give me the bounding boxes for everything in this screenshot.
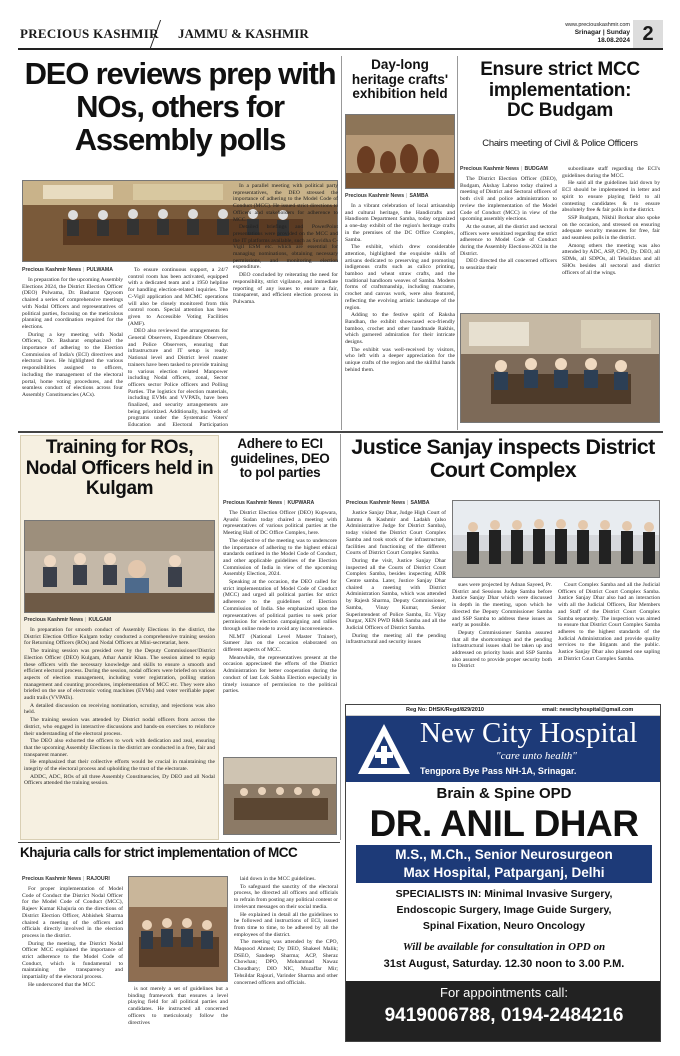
section-divider <box>18 431 663 433</box>
story6-headline: Justice Sanjay inspects District Court Complex <box>351 435 655 483</box>
story3-subhead: Chairs meeting of Civil & Police Officers <box>482 138 638 149</box>
story5-body: The District Election Officer (DEO) Kupwara, Ayushi Sudan today chaired a meeting with representatives of various political parties at the Meeting Hall of DC Office Complex, here. The objective of the meeting was to underscore the importance of adhering to the highest ethical standards outlined in the Model Code of Conduct, and other applicable guidelines of the Election Commission of India in view of the upcoming Assembly Election, 2024. Speaking at the occasion, the DEO called for strict implementation of Model Code of Conduct (MCC) and urged all political parties for strict adherence to the guidelines of Election Commission of India. She emphasized upon the representatives of political parties to seek prior permission for election campaigning and rallies through online mode to avoid any inconvenience. NLMT (National Level Master Trainer), Sameer Jan on the occasion elaborated on different aspects of MCC. Meanwhile, the representatives present at the occasion appreciated the efforts of the District Administration for better cooperation during the conduct of last Lok Sabha Election especially in timely issuance of permission to the political parties. <box>223 510 337 695</box>
story1-headline: DEO reviews prep with NOs, others for Assembly polls <box>24 56 336 157</box>
ad-spec1: SPECIALISTS IN: Minimal Invasive Surgery, <box>395 888 613 900</box>
story4-photo <box>24 520 215 613</box>
story4-headline: Training for ROs, Nodal Officers held in Kulgam <box>25 437 214 500</box>
page-number: 2 <box>633 20 663 48</box>
story2-body: In a vibrant celebration of local artisanship and cultural heritage, the Handicrafts and Handloom Department Samba, today organized a one-day exhibit of the region's heritage crafts in the premises of the DC Office Complex, Samba. The exhibit, which drew considerable attention, highlighted the exquisite skills of artisans dedicated to preserving and promoting indigenous crafts such as calico printing, bamboo and wheat straw crafts, and the traditional handloom weaves of Samba. Modern forms of craftsmanship, including macrame, crochet and canvas work, were also featured, reflecting the evolving artistic landscape of the region. Adding to the festive spirit of Raksha Bandhan, the exhibit showcased eco-friendly bamboo, crochet and other handmade Rakhis, which garnered admiration for their intricate designs. The exhibit was well-received by visitors, who left with a deeper appreciation for the unique crafts of the region and the skillful hands behind them. <box>345 203 455 373</box>
masthead-section: JAMMU & KASHMIR <box>178 26 309 41</box>
story6-byline: Precious Kashmir News | SAMBA <box>346 500 430 506</box>
ad-quals: M.S., M.Ch., Senior Neurosurgeon <box>395 847 613 862</box>
story7-byline: Precious Kashmir News | RAJOURI <box>22 876 110 882</box>
story5-byline: Precious Kashmir News | KUPWARA <box>223 500 315 506</box>
masthead-website: www.preciouskashmir.com <box>565 22 630 28</box>
court-visit-photo-icon <box>453 501 660 578</box>
hospital-logo-svg <box>356 722 412 776</box>
story4-body: In preparation for smooth conduct of Assembly Elections in the district, the District Election Office Kulgam today conducted a comprehensive training session for Returning Officers (ROs) and Nodal Officers at Mini-secretariat, here. The training session was presided over by the Deputy Commissioner/District Election Officer (DEO) Kulgam, Athar Aamir Khan. The session aimed to equip these officers with the necessary knowledge and skills to ensure a smooth and efficient electoral process. During the session, nodal officers were briefed on various aspects of election management, including voter registration, polling station management and counting procedures, implementation of MCC etc. They were also briefed on the use of electronic voting machines (EVMs) and voter verifiable paper audit trails (VVPATs). A detailed discussion on receiving nomination, scrutiny, and rejections was also held. The training session was attended by District nodal officers from across the district, who engaged in interactive discussions and hands-on exercises to reinforce their understanding of the electoral process. The DEO also exhorted the officers to work with dedication and zeal, ensuring that the upcoming Assembly Elections in the district are conducted in a free, fair and transparent manner. He emphasized that their collective efforts would be crucial in maintaining the integrity of the electoral process and upholding the trust of the electorate. ADDC, ADC, ROs of all three Assembly Constituencies, Dy DEO and all Nodal Officers attended the training session. <box>24 627 215 787</box>
ad-hospital-affiliation: Max Hospital, Patparganj, Delhi <box>403 865 605 880</box>
training-photo-icon <box>25 521 215 613</box>
column-rule <box>341 56 342 430</box>
crafts-exhibit-icon <box>346 115 455 189</box>
story1-col2: To ensure continuous support, a 24/7 control room has been activated, equipped with a dedicated team and a 1950 helpline for handling election-related inquiries. The C-Vigil application and MCMC operations will also be closely monitored from this control room. Special attention has been given to Accessible Voting Facilities (AMF). DEO also reviewed the arrangements for General Observers, Expenditure Observers, and Police Observers, ensuring that infrastructure and IT setup is ready. National level and District level master trainers have been tasked to provide training to various election related Manpower including Nodal officers, zonal, Sector officers sector Police officers and Polling Parties. The logistics for election materials, including EVMs and VVPATs, have been finalized, and security arrangements are being prioritized. Additionally, hundreds of programs under the Systematic Voters' Education and Electoral Participation <box>128 267 228 429</box>
ad-reg: Reg No: DHSK/Regd/829/2010 <box>406 707 484 713</box>
ad-spec3: Spinal Fixation, Neuro Oncology <box>422 920 586 932</box>
story6-col3: Court Complex Samba and all the Judicial Officers of District Court Complex Samba. Justice Sanjay Dhar also had an interaction with all the Judicial Officers, Bar Members and Staff of the District Court Complex Samba separately. The inspection was aimed to ensure that District Court Complex Samba adheres to the highest standards of the Judicial Administration and provide quality services to the litigants and the public. Justice Sanjay Dhar also planted one sapling at District Court Complex Samba. <box>558 582 660 662</box>
story4-byline: Precious Kashmir News | KULGAM <box>24 617 112 623</box>
ad-address: Tengpora Bye Pass NH-1A, Srinagar. <box>420 766 577 776</box>
story1-byline: Precious Kashmir News | PULWAMA <box>22 267 113 273</box>
ad-avail1: Will be available for consultation in OPD on <box>402 941 606 953</box>
story3-byline: Precious Kashmir News | BUDGAM <box>460 166 548 172</box>
ad-tagline: "care unto health" <box>496 750 577 762</box>
ad-opd: Brain & Spine OPD <box>436 785 572 802</box>
party-meeting-photo-icon <box>224 758 337 835</box>
story3-headline-line2: DC Budgam <box>506 100 614 122</box>
hospital-logo-icon <box>356 722 412 776</box>
story6-col1: Justice Sanjay Dhar, Judge High Court of Jammu & Kashmir and Ladakh (also Administrative Judge for District Samba), today visited the District Court Complex Samba and took stock of the infrastructure, facilities and functioning of the different Courts of District Court Complex Samba. During the visit, Justice Sanjay Dhar inspected all the Courts of District Court Complex Samba, besides inspecting ADR Centre samba. Later, Justice Sanjay Dhar chaired a meeting with District Administration Samba, which was attended by Rajesh Sharma, Deputy Commissioner, Samba, Vinay Kumar, Senior Superintendent of Police Samba, Er. Vijay Durgar, XEN PWD R&B Samba and all the Judicial Officers of District Samba. During the meeting all the pending infrastructural and security issues <box>346 510 446 646</box>
story3-headline-line1: Ensure strict MCC implementation: <box>480 59 640 101</box>
hospital-ad <box>345 704 661 1042</box>
ad-hospital-name: New City Hospital <box>420 717 638 749</box>
story7-headline: Khajuria calls for strict implementation of MCC <box>20 845 298 860</box>
ad-header-bar <box>346 705 661 716</box>
story3-photo <box>460 313 660 423</box>
ad-doctor-name: DR. ANIL DHAR <box>369 803 639 844</box>
story5-photo <box>223 757 337 835</box>
ad-spec2: Endoscopic Surgery, Image Guide Surgery, <box>396 904 612 916</box>
masthead-date: 18.08.2024 <box>597 37 630 44</box>
story2-photo <box>345 114 455 189</box>
story3-headline <box>460 60 660 122</box>
story7-photo <box>128 876 228 982</box>
column-rule <box>340 434 341 840</box>
officers-meeting-photo-icon <box>461 314 660 423</box>
ad-email: email: newcityhospital@gmail.com <box>542 707 634 713</box>
story3-col2: subordinate staff regarding the ECI's guidelines during the MCC. He said all the guidelines laid down by ECI should be implemented in letter and spirit to ensure playing field to all contesting candidates & to ensure absolutely free & fair polls in the district. SSP Budgam, Nikhil Borkar also spoke on the occasion, and stressed on ensuring adequate security measures for free, fair and seamless polls in the district. Among others the meeting was also attended by ADC, ASP, CPO, Dy. DEO, all SDMs, all SDPOs, all Tehsildars and all SHOs besides all sectoral and district officers of all the wings. <box>562 166 660 276</box>
story5-headline: Adhere to ECI guidelines, DEO to pol parties <box>230 436 330 481</box>
ad-appointments: For appointments call: <box>440 985 568 1000</box>
story7-col3: laid down in the MCC guidelines. To safeguard the sanctity of the electoral process, he directed all officers and officials to refrain from posting any political content or irrelevant messages on their social media. He explained in detail all the guidelines to be followed and instructions of ECI, issued from time to time, to be adhered by all the employees of the district. The meeting was attended by the CPO, Maqsood Ahmed; Dy DEO, Shakeel Malik; DSEO, Sandeep Sharma; ACP, Sheraz Chowhan; DPO, Mohammad Nawaz Choudhary; DIO NIC, Muzaffar Mir; Tehsildar Rajouri, Varinder Sharma and other concerned officers and officials. <box>234 876 338 986</box>
story7-col1: For proper implementation of Model Code of Conduct the District Nodal Officer for the Model Code of Conduct (MCC), Rajeev Kumar Khajuria on the directions of District Election Officer, Abhishek Sharma chaired a meeting of the officers and officials directly involved in the election process in the district. During the meeting, the District Nodal Officer MCC explained the importance of strict adherence to the Model Code of Conduct, which is fundamental to maintaining the transparency and impartiality of the electoral process. He underscored that the MCC <box>22 886 123 988</box>
story1-col3: In a parallel meeting with political party representatives, the DEO stressed the importance of adhering to the Model Code of Conduct (MCC). He issued strict directions to Officers and stakeholders for adherence to MCC. Detailed briefings and PowerPoint presentations were provided on the MCC and the IT platforms available, such as Suvidha C-Vigil ESM etc. which are essential for managing nominations, obtaining necessary permissions, and monitoring election expenditure. DEO concluded by reiterating the need for responsibility, strict vigilance, and immediate reporting of any issues to ensure a fair, transparent, and efficient election process in Pulwama. <box>233 183 338 305</box>
story2-byline: Precious Kashmir News | SAMBA <box>345 193 429 199</box>
masthead-paper-name: PRECIOUS KASHMIR <box>20 26 159 41</box>
story7-col2: is not merely a set of guidelines but a binding framework that ensures a level playing field for all political parties and candidates. He instructed all concerned officers to meticulously follow the directives <box>128 986 228 1026</box>
story3-col1: The District Election Officer (DEO), Budgam, Akshay Labroo today chaired a meeting of District and Sectoral officers of both civil and police administration to review the implementation of the Model Code of Conduct (MCC) in view of the upcoming assembly elections. At the outset, all the district and sectoral officers were sensitized regarding the strict adherence to Model Code of Conduct during the Assembly Elections-2024 in the District. DEO directed the all concerned officers to sensitize their <box>460 176 557 272</box>
mcc-meeting-photo-icon <box>129 877 228 982</box>
column-rule <box>457 56 458 430</box>
ad-avail2: 31st August, Saturday. 12.30 noon to 3.00 P.M. <box>383 958 625 970</box>
story7-top-rule <box>18 842 340 843</box>
masthead <box>18 20 663 50</box>
story6-col2: sues were projected by Adnan Sayeed, Pr. District and Sessions Judge Samba before Justice Sanjay Dhar which were discussed in depth in the meeting, upon which he directed the Deputy Commissioner Samba and SSP Samba to address these issues as early as possible. Deputy Commissioner Samba assured that all the shortcomings and the pending infrastructural issues shall be taken up and addressed on priority basis and SSP Samba also assured to provide proper security both to District <box>452 582 552 670</box>
story1-col1: In preparation for the upcoming Assembly Elections 2024, the District Election Officer (DEO) Pulwama, Dr. Basharat Qayoom chaired a series of comprehensive meetings with Nodal Officers and representatives of political parties, focusing on the meticulous planning and coordination required for the elections. During a key meeting with Nodal Officers, Dr. Basharat emphasized the importance of adhering to the Election Commission of India's (ECI) directives and electoral laws. He highlighted the various responsibilities assigned to officers, including the management of the electoral portal, home voting procedures, and the seamless conduct of elections across four Assembly Constituencies (ACs). <box>22 277 123 398</box>
story2-headline: Day-long heritage crafts' exhibition held <box>351 57 449 102</box>
story6-photo <box>452 500 660 578</box>
masthead-date-line: Srinagar | Sunday <box>574 29 630 36</box>
ad-phones: 9419006788, 0194-2484216 <box>384 1005 624 1026</box>
